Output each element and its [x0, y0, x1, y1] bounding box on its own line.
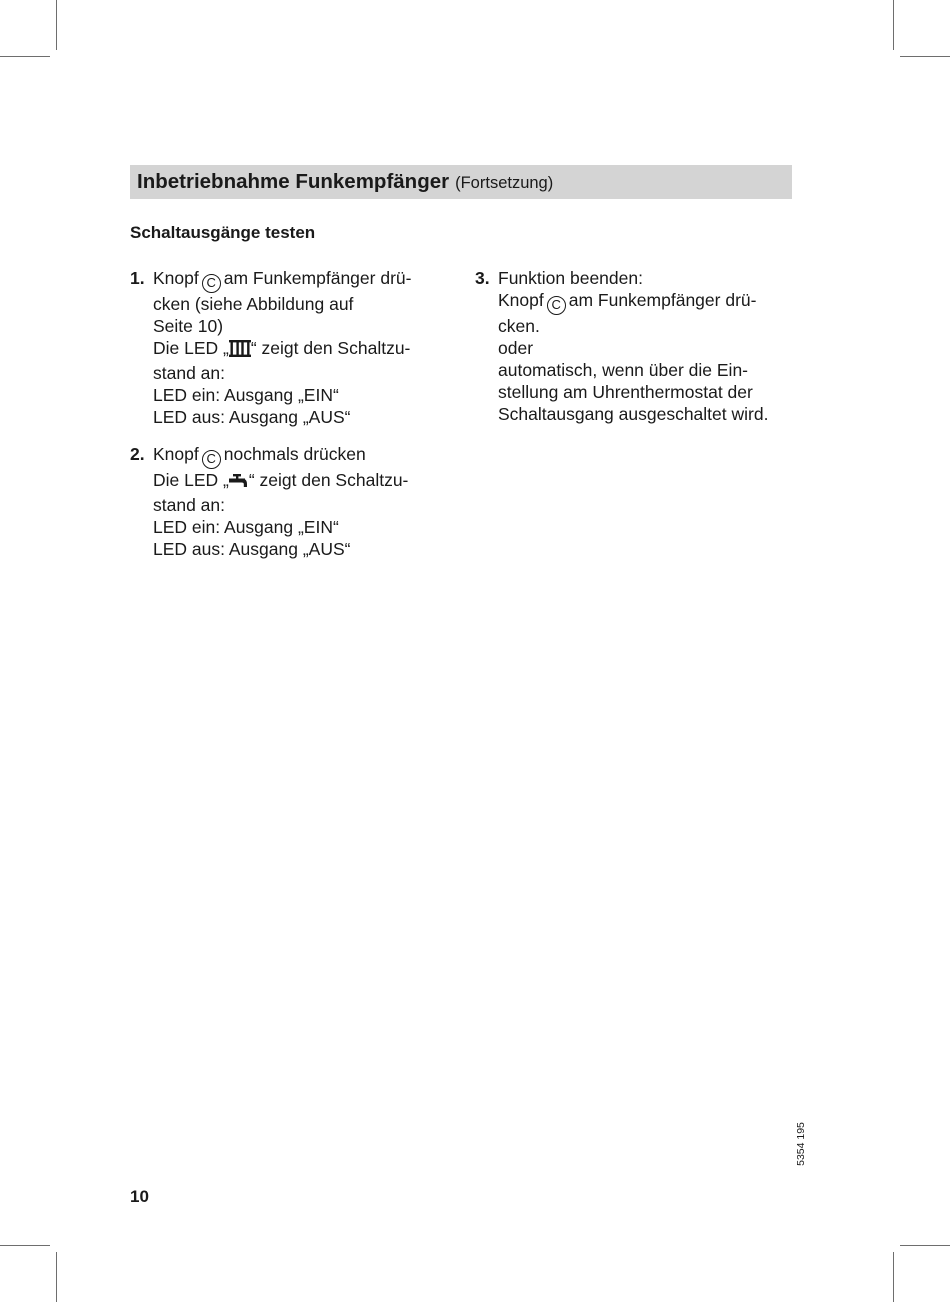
step-line: LED aus: Ausgang „AUS“ — [153, 539, 351, 559]
crop-mark — [0, 56, 50, 57]
radiator-icon — [229, 340, 251, 362]
step-3 — [475, 267, 768, 425]
step-line: cken (siehe Abbildung auf — [153, 294, 354, 314]
step-number: 3. — [475, 268, 490, 288]
step-line: Knopf C am Funkempfänger drü- — [153, 267, 411, 293]
button-c-icon: C — [202, 274, 221, 293]
crop-mark — [56, 1252, 57, 1302]
button-c-icon: C — [547, 296, 566, 315]
step-line: automatisch, wenn über die Ein- — [498, 360, 748, 380]
step-line: cken. — [498, 316, 540, 336]
step-line: Seite 10) — [153, 316, 224, 336]
step-line: Knopf C am Funkempfänger drü- — [498, 289, 768, 315]
step-line: Schaltausgang ausgeschaltet wird. — [498, 404, 769, 424]
step-line: stellung am Uhrenthermostat der — [498, 382, 753, 402]
header-subtitle: (Fortsetzung) — [455, 173, 554, 192]
crop-mark — [900, 56, 950, 57]
step-line: Knopf C nochmals drücken — [153, 443, 408, 469]
crop-mark — [893, 1252, 894, 1302]
step-line: stand an: — [153, 363, 225, 383]
section-header — [130, 165, 792, 199]
header-title: Inbetriebnahme Funkempfänger — [137, 170, 450, 193]
step-line: LED ein: Ausgang „EIN“ — [153, 517, 339, 537]
crop-mark — [56, 0, 57, 50]
tap-icon — [229, 472, 249, 494]
step-line: oder — [498, 338, 534, 358]
button-c-icon: C — [202, 450, 221, 469]
step-line: Die LED „ “ zeigt den Schaltzu- — [153, 469, 408, 494]
crop-mark — [900, 1245, 950, 1246]
page-number: 10 — [130, 1187, 149, 1206]
step-line: LED ein: Ausgang „EIN“ — [153, 385, 339, 405]
step-number: 2. — [130, 444, 145, 464]
section-title: Schaltausgänge testen — [130, 223, 316, 242]
document-code: 5354 195 — [795, 1122, 807, 1166]
step-line: LED aus: Ausgang „AUS“ — [153, 407, 351, 427]
crop-mark — [893, 0, 894, 50]
step-line: Die LED „ “ zeigt den Schaltzu- — [153, 337, 411, 362]
step-1 — [130, 267, 411, 428]
step-line: Funktion beenden: — [498, 268, 643, 288]
step-2 — [130, 443, 408, 560]
step-line: stand an: — [153, 495, 225, 515]
step-number: 1. — [130, 268, 145, 288]
crop-mark — [0, 1245, 50, 1246]
